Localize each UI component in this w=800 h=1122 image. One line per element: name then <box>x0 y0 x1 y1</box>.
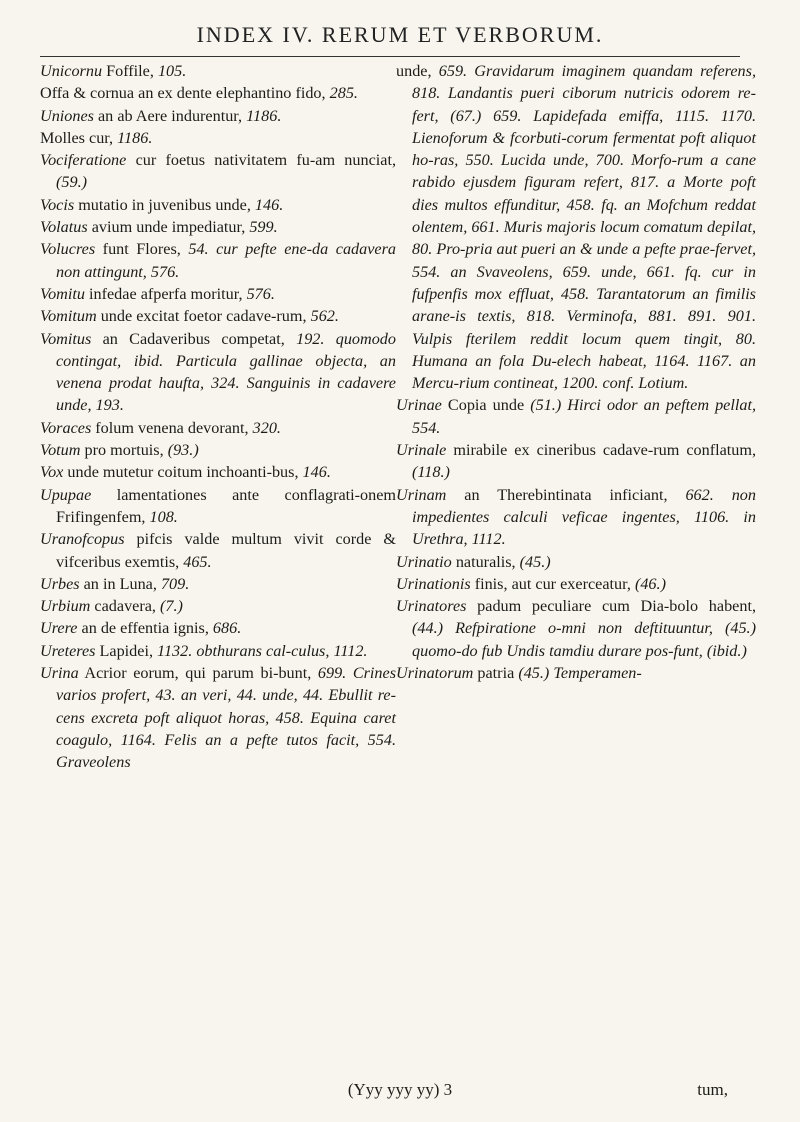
entry-headword: Vox <box>40 463 64 482</box>
entry-pages: 599. <box>249 218 278 237</box>
index-entry <box>40 417 396 439</box>
entry-text: cur foetus nativitatem fu-am nunciat, <box>126 151 396 170</box>
index-entry <box>396 484 756 551</box>
index-entry <box>40 105 396 127</box>
entry-pages: 146. <box>254 195 284 214</box>
entry-headword: Vomitum <box>40 307 97 326</box>
entry-pages: 54. cur pefte ene-da cadavera non attingunt, 576. <box>56 240 397 281</box>
entry-text: pifcis valde multum vivit corde & vifceribus exemtis, <box>56 530 396 571</box>
entry-text: patria <box>473 664 519 683</box>
running-header: INDEX IV. RERUM ET VERBORUM. <box>196 22 604 47</box>
index-entry <box>40 283 396 305</box>
entry-pages: 1132. obthurans cal-culus, 1112. <box>157 641 368 660</box>
index-entry <box>40 127 396 149</box>
entry-headword: Upupae <box>40 485 92 504</box>
entry-headword: Uniones <box>40 106 94 125</box>
entry-text: infedae afperfa moritur, <box>84 284 247 303</box>
entry-pages: 699. Crines varios profert, 43. an veri, 44. unde, 44. Ebullit re-cens excreta poft aliquot horas, 458. Equina caret coagulo, 1164. Felis an a pefte tutos facit, 554. Graveolens <box>56 664 396 772</box>
left-column <box>40 60 396 774</box>
entry-text: folum venena devorant, <box>91 418 253 437</box>
entry-text: Acrior eorum, qui parum bi-bunt, <box>78 664 318 683</box>
entry-headword: Vociferatione <box>40 151 127 170</box>
index-entry <box>396 573 756 595</box>
entry-text: Copia unde <box>441 396 531 415</box>
entry-pages: (59.) <box>56 173 88 192</box>
entry-headword: Ureteres <box>40 641 96 660</box>
index-entry <box>40 617 396 639</box>
entry-headword: Volatus <box>40 218 88 237</box>
index-entry <box>40 305 396 327</box>
entry-text: an ab Aere indurentur, <box>93 106 247 125</box>
entry-pages: (7.) <box>160 597 183 616</box>
entry-text: mutatio in juvenibus unde, <box>74 195 255 214</box>
page-footer <box>0 1080 800 1100</box>
entry-headword: Uranofcopus <box>40 530 125 549</box>
entry-text: an de effentia ignis, <box>77 619 213 638</box>
entry-headword: Vocis <box>40 195 75 214</box>
index-entry <box>40 194 396 216</box>
entry-headword: Urinatorum <box>396 664 474 683</box>
entry-headword: Urbes <box>40 574 80 593</box>
entry-headword: Vomitus <box>40 329 92 348</box>
entry-text: an Therebintinata inficiant, <box>446 485 686 504</box>
entry-headword: Urinale <box>396 441 447 460</box>
entry-pages: 576. <box>246 284 275 303</box>
entry-pages: 146. <box>302 463 331 482</box>
entry-headword: Urere <box>40 619 78 638</box>
entry-headword: Voraces <box>40 418 92 437</box>
index-entry <box>40 640 396 662</box>
entry-pages: (118.) <box>412 463 450 482</box>
entry-text: mirabile ex cineribus cadave-rum conflatum, <box>446 441 756 460</box>
entry-text: padum peculiare cum Dia-bolo habent, <box>466 597 756 616</box>
entry-text: naturalis, <box>451 552 520 571</box>
entry-text: an Cadaveribus competat, <box>91 329 297 348</box>
entry-pages: (45.) <box>519 552 551 571</box>
entry-text: cadavera, <box>90 597 161 616</box>
entry-headword: Urinam <box>396 485 447 504</box>
entry-text: an in Luna, <box>79 574 161 593</box>
entry-headword: Urina <box>40 664 79 683</box>
entry-text: Molles cur, <box>40 128 118 147</box>
entry-pages: 659. Gravidarum imaginem quandam referens, 818. Landantis pueri ciborum nutricis odorem re-fert, (67.) 659. Lapidefada emiffa, 1115. 1170. Lienoforum & fcorbuti-corum fermentat poft aliquot ho-ras, 550. Lucida unde, 700. Morfo-rum a cane rabido ejusdem figuram refert, 817. a Morte poft dies multos effunditur, 458. fq. an Mofchum reddat olentem, 661. Muris majoris locum comatum depilat, 80. Pro-pria aut pueri an & unde a pefte prae-fervet, 554. an Svaveolens, 659. unde, 661. fq. cur in fufpenfis mox effluat, 458. Tarantatorum an fimilis arane-is textis, 818. Verminofa, 881. 891. 901. Vulpis fterilem reddit locum quem tingit, 80. Humana an fola Du-elech habeat, 1164. 1167. an Mercu-rium contineat, 1200. conf. Lotium. <box>412 62 756 393</box>
entry-text: pro mortuis, <box>80 441 168 460</box>
entry-pages: (93.) <box>167 441 199 460</box>
entry-text: Foffile, <box>102 62 158 80</box>
entry-pages: 562. <box>310 307 339 326</box>
entry-pages: (44.) Refpiratione o-mni non deftituuntur, (45.) quomo-do fub Undis tamdiu durare pos-funt, (ibid.) <box>412 619 756 660</box>
entry-pages: 320. <box>252 418 281 437</box>
index-entry <box>40 662 396 773</box>
entry-headword: Urbium <box>40 597 91 616</box>
index-entry <box>40 461 396 483</box>
entry-pages: 709. <box>160 574 190 593</box>
index-entry <box>396 551 756 573</box>
index-entry <box>40 216 396 238</box>
entry-headword: Urinatores <box>396 597 467 616</box>
entry-headword: Urinatio <box>396 552 452 571</box>
index-entry <box>396 394 756 439</box>
entry-pages: 285. <box>329 84 358 103</box>
entry-headword: Vomitu <box>40 284 85 303</box>
entry-pages: (51.) Hirci odor an peftem pellat, 554. <box>412 396 756 437</box>
entry-text: Offa & cornua an ex dente elephantino fido, <box>40 84 330 103</box>
entry-pages: 105. <box>157 62 187 80</box>
index-entry <box>40 595 396 617</box>
entry-pages: 662. non impedientes calculi veficae ingentes, 1106. in Urethra, 1112. <box>412 485 756 549</box>
entry-headword: Votum <box>40 441 81 460</box>
header-rule <box>40 56 740 57</box>
entry-text: unde mutetur coitum inchoanti-bus, <box>63 463 303 482</box>
entry-text: avium unde impediatur, <box>87 218 250 237</box>
index-entry <box>40 439 396 461</box>
index-entry <box>40 82 396 104</box>
entry-headword: Urinae <box>396 396 442 415</box>
entry-pages: 192. quomodo contingat, ibid. Particula gallinae objecta, an venena prodat haufta, 324. Sanguinis in cadavere unde, 193. <box>56 329 396 415</box>
index-entry <box>40 484 396 529</box>
entry-pages: 465. <box>183 552 212 571</box>
entry-text: unde excitat foetor cadave-rum, <box>96 307 311 326</box>
entry-pages: (45.) Temperamen- <box>518 664 642 683</box>
index-entry <box>396 439 756 484</box>
index-entry <box>40 149 396 194</box>
entry-headword: Volucres <box>40 240 96 259</box>
catchword: tum, <box>697 1080 728 1099</box>
index-entry <box>396 662 756 684</box>
index-entry <box>396 595 756 662</box>
entry-pages: 1186. <box>246 106 282 125</box>
entry-pages: 108. <box>149 507 178 526</box>
right-column <box>396 60 756 684</box>
index-entry <box>40 238 396 283</box>
entry-pages: (46.) <box>634 574 666 593</box>
entry-text: funt Flores, <box>95 240 189 259</box>
index-entry <box>40 573 396 595</box>
entry-text: lamentationes ante conflagrati-onem Frifingenfem, <box>56 485 396 526</box>
entry-text: Lapidei, <box>95 641 158 660</box>
entry-pages: 1186. <box>117 128 153 147</box>
entry-headword: Unicornu <box>40 62 103 80</box>
entry-text: finis, aut cur exerceatur, <box>470 574 635 593</box>
index-entry <box>396 60 756 394</box>
index-entry <box>40 328 396 417</box>
index-entry <box>40 60 396 82</box>
index-entry <box>40 528 396 573</box>
entry-pages: 686. <box>212 619 242 638</box>
entry-text: unde, <box>396 62 439 80</box>
entry-headword: Urinationis <box>396 574 471 593</box>
signature-mark: (Yyy yyy yy) 3 <box>347 1080 453 1099</box>
